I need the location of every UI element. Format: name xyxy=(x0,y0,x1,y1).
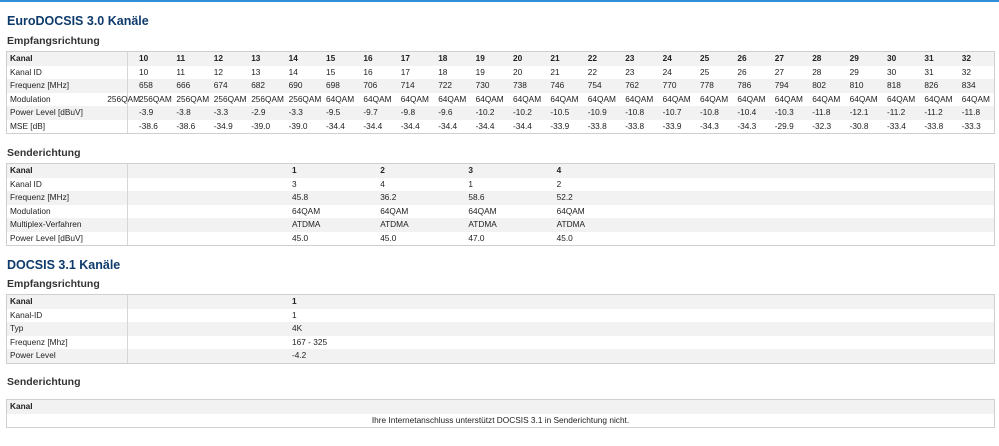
table-cell: 834 xyxy=(961,80,976,90)
row-label: Power Level [dBuV] xyxy=(10,232,83,243)
table-cell: 64QAM xyxy=(662,93,691,104)
row-label: Kanal-ID xyxy=(10,309,43,320)
column-divider xyxy=(127,349,128,363)
table-cell: 23 xyxy=(625,53,635,63)
table-cell: 52.2 xyxy=(556,192,573,202)
table-cell: -34.4 xyxy=(475,120,495,131)
table-row xyxy=(7,178,994,192)
table-cell: 3 xyxy=(468,165,474,175)
table-cell: 810 xyxy=(849,80,864,90)
table-cell: 45.8 xyxy=(292,192,309,202)
table-cell: -3.8 xyxy=(176,107,191,117)
table-cell: 24 xyxy=(662,53,672,63)
table-row xyxy=(7,205,994,219)
table-cell: 29 xyxy=(849,53,859,63)
subsection-title-upstream31: Senderichtung xyxy=(7,376,81,388)
column-divider xyxy=(127,178,128,192)
table-cell: 64QAM xyxy=(556,205,585,216)
table-cell: 4K xyxy=(292,323,303,333)
table-cell: ATDMA xyxy=(556,219,586,229)
table-cell: 47.0 xyxy=(468,232,485,243)
column-divider xyxy=(127,191,128,205)
column-divider xyxy=(127,322,128,336)
table-cell: 64QAM xyxy=(774,93,803,104)
table-row xyxy=(7,52,994,66)
table-cell: -34.4 xyxy=(513,120,532,131)
row-label: Frequenz [MHz] xyxy=(10,192,70,202)
column-divider xyxy=(127,218,128,232)
column-divider xyxy=(127,106,128,120)
table-cell: 167 - 325 xyxy=(292,336,328,347)
table-cell: 64QAM xyxy=(400,93,429,104)
table-cell: -29.9 xyxy=(774,120,794,131)
clipped-cell: 256QAM xyxy=(107,93,140,104)
table-cell: 25 xyxy=(700,66,710,77)
table-cell: -10.9 xyxy=(587,107,607,117)
table-cell: 64QAM xyxy=(468,205,497,216)
table-cell: -39.0 xyxy=(251,120,271,131)
table-cell: -34.4 xyxy=(400,120,420,131)
row-label: MSE [dB] xyxy=(10,120,46,131)
table-row xyxy=(7,295,994,309)
table-row xyxy=(7,414,994,428)
table-cell: -9.5 xyxy=(326,107,341,117)
table-cell: 19 xyxy=(475,53,485,63)
table-cell: 11 xyxy=(176,53,186,63)
upstream-channel-table-30 xyxy=(6,163,995,246)
table-row xyxy=(7,106,994,120)
table-cell: -4.2 xyxy=(292,350,307,360)
table-row xyxy=(7,336,994,350)
table-cell: 19 xyxy=(475,66,485,77)
table-cell: -3.3 xyxy=(213,107,229,117)
row-label: Modulation xyxy=(10,93,51,104)
table-cell: 802 xyxy=(812,80,827,90)
table-cell: 698 xyxy=(326,80,340,90)
row-label: Power Level xyxy=(10,350,56,360)
table-cell: 22 xyxy=(587,53,598,63)
table-cell: -3.3 xyxy=(288,107,303,117)
row-label: Frequenz [Mhz] xyxy=(10,336,68,347)
table-cell: 22 xyxy=(587,66,598,77)
column-divider xyxy=(127,205,128,219)
table-cell: 10 xyxy=(139,66,149,77)
table-cell: -38.6 xyxy=(176,120,196,131)
table-cell: 15 xyxy=(326,53,336,63)
table-cell: 10 xyxy=(139,53,149,63)
table-cell: 64QAM xyxy=(849,93,878,104)
upstream-channel-table-31 xyxy=(6,399,995,428)
table-cell: 1 xyxy=(292,296,297,306)
table-cell: 4 xyxy=(380,178,385,189)
table-cell: 1 xyxy=(468,178,474,189)
table-cell: 658 xyxy=(139,80,153,90)
table-cell: 64QAM xyxy=(513,93,542,104)
table-cell: 722 xyxy=(438,80,453,90)
row-label: Frequenz [MHz] xyxy=(10,80,70,90)
table-cell: -33.3 xyxy=(961,120,981,131)
table-cell: -33.9 xyxy=(550,120,570,131)
table-cell: 21 xyxy=(550,53,560,63)
table-cell: 11 xyxy=(176,66,186,77)
table-cell: 64QAM xyxy=(737,93,766,104)
row-label: Kanal xyxy=(10,296,33,306)
table-cell: 64QAM xyxy=(292,205,321,216)
section-title-docsis30: EuroDOCSIS 3.0 Kanäle xyxy=(7,14,149,28)
table-cell: 64QAM xyxy=(380,205,409,216)
column-divider xyxy=(127,164,128,178)
section-title-docsis31: DOCSIS 3.1 Kanäle xyxy=(7,258,121,272)
table-cell: -11.2 xyxy=(887,107,906,117)
table-cell: 64QAM xyxy=(587,93,616,104)
table-cell: 2 xyxy=(380,165,385,175)
table-cell: 730 xyxy=(475,80,490,90)
table-cell: -33.9 xyxy=(662,120,682,131)
table-cell: 31 xyxy=(924,53,934,63)
table-cell: -10.8 xyxy=(700,107,719,117)
top-accent-line xyxy=(0,0,999,2)
table-cell: 754 xyxy=(587,80,602,90)
table-cell: -33.8 xyxy=(625,120,645,131)
table-cell: 45.0 xyxy=(292,232,309,243)
table-cell: 770 xyxy=(662,80,677,90)
table-cell: 28 xyxy=(812,53,822,63)
table-row xyxy=(7,400,994,414)
row-label: Kanal xyxy=(10,165,33,175)
table-cell: 21 xyxy=(550,66,560,77)
table-cell: 64QAM xyxy=(363,93,392,104)
table-cell: 17 xyxy=(400,53,411,63)
table-cell: 18 xyxy=(438,53,448,63)
table-cell: -34.9 xyxy=(213,120,233,131)
table-cell: -11.2 xyxy=(924,107,943,117)
table-row xyxy=(7,191,994,205)
table-cell: -34.3 xyxy=(737,120,757,131)
subsection-title-downstream30: Empfangsrichtung xyxy=(7,35,100,47)
table-cell: 26 xyxy=(737,53,747,63)
table-cell: 786 xyxy=(737,80,752,90)
table-cell: 12 xyxy=(213,66,224,77)
table-cell: 27 xyxy=(774,66,785,77)
row-label: Kanal ID xyxy=(10,178,42,189)
table-cell: 18 xyxy=(438,66,448,77)
table-cell: -10.4 xyxy=(737,107,757,117)
table-cell: -39.0 xyxy=(288,120,308,131)
table-cell: 64QAM xyxy=(475,93,504,104)
table-cell: ATDMA xyxy=(468,219,497,229)
table-cell: -10.2 xyxy=(513,107,532,117)
table-cell: 23 xyxy=(625,66,635,77)
table-cell: -11.8 xyxy=(812,107,831,117)
table-cell: -34.3 xyxy=(700,120,719,131)
table-cell: 20 xyxy=(513,66,523,77)
table-cell: 64QAM xyxy=(887,93,916,104)
table-cell: 26 xyxy=(737,66,747,77)
table-cell: 3 xyxy=(292,178,297,189)
table-cell: 2 xyxy=(556,178,562,189)
table-cell: 714 xyxy=(400,80,415,90)
table-cell: -9.8 xyxy=(400,107,416,117)
table-row xyxy=(7,66,994,80)
table-cell: 256QAM xyxy=(251,93,284,104)
table-cell: 32 xyxy=(961,53,972,63)
table-row xyxy=(7,120,994,134)
table-cell: 794 xyxy=(774,80,789,90)
table-cell: 706 xyxy=(363,80,378,90)
table-cell: 17 xyxy=(400,66,411,77)
table-cell: -10.5 xyxy=(550,107,570,117)
table-cell: -38.6 xyxy=(139,120,158,131)
table-cell: 36.2 xyxy=(380,192,397,202)
column-divider xyxy=(127,79,128,93)
table-cell: 45.0 xyxy=(380,232,397,243)
table-cell: 256QAM xyxy=(288,93,322,104)
table-row xyxy=(7,164,994,178)
table-cell: 16 xyxy=(363,53,373,63)
downstream-channel-table-31 xyxy=(6,294,995,364)
table-cell: -32.3 xyxy=(812,120,832,131)
table-cell: 256QAM xyxy=(139,93,172,104)
table-cell: 45.0 xyxy=(556,232,573,243)
table-cell: -33.8 xyxy=(587,120,607,131)
table-cell: 762 xyxy=(625,80,640,90)
table-cell: -34.4 xyxy=(438,120,458,131)
table-cell: ATDMA xyxy=(380,219,409,229)
table-cell: 30 xyxy=(887,66,897,77)
subsection-title-downstream31: Empfangsrichtung xyxy=(7,278,100,290)
table-cell: 64QAM xyxy=(326,93,355,104)
table-cell: 25 xyxy=(700,53,710,63)
table-cell: -12.1 xyxy=(849,107,869,117)
table-cell: 746 xyxy=(550,80,565,90)
subsection-title-upstream30: Senderichtung xyxy=(7,147,81,159)
table-row xyxy=(7,79,994,93)
table-cell: -10.7 xyxy=(662,107,682,117)
row-label: Modulation xyxy=(10,205,51,216)
table-cell: -34.4 xyxy=(326,120,345,131)
downstream-channel-table-30 xyxy=(6,51,995,134)
table-cell: 690 xyxy=(288,80,303,90)
table-cell: 738 xyxy=(513,80,527,90)
table-cell: ATDMA xyxy=(292,219,321,229)
table-cell: 15 xyxy=(326,66,336,77)
table-cell: 24 xyxy=(662,66,672,77)
table-cell: 778 xyxy=(700,80,714,90)
table-cell: 16 xyxy=(363,66,373,77)
row-label: Kanal xyxy=(10,401,33,411)
table-cell: 64QAM xyxy=(625,93,654,104)
column-divider xyxy=(127,309,128,323)
table-cell: -2.9 xyxy=(251,107,266,117)
table-cell: 64QAM xyxy=(550,93,579,104)
table-row xyxy=(7,218,994,232)
table-cell: -11.8 xyxy=(961,107,981,117)
table-cell: 31 xyxy=(924,66,934,77)
column-divider xyxy=(127,66,128,80)
table-cell: 826 xyxy=(924,80,939,90)
table-cell: 32 xyxy=(961,66,972,77)
table-cell: -34.4 xyxy=(363,120,383,131)
table-cell: 14 xyxy=(288,53,298,63)
table-row xyxy=(7,309,994,323)
table-cell: 58.6 xyxy=(468,192,485,202)
table-cell: 28 xyxy=(812,66,822,77)
table-cell: -33.4 xyxy=(887,120,906,131)
table-cell: 256QAM xyxy=(213,93,247,104)
table-cell: 30 xyxy=(887,53,897,63)
row-label: Kanal xyxy=(10,53,33,63)
row-label: Typ xyxy=(10,323,24,333)
table-cell: -10.3 xyxy=(774,107,794,117)
table-cell: 20 xyxy=(513,53,523,63)
table-cell: 12 xyxy=(213,53,224,63)
column-divider xyxy=(127,120,128,134)
table-cell: -3.9 xyxy=(139,107,154,117)
table-cell: -9.6 xyxy=(438,107,453,117)
table-cell: 13 xyxy=(251,53,261,63)
table-row xyxy=(7,349,994,363)
column-divider xyxy=(127,295,128,309)
table-cell: 666 xyxy=(176,80,191,90)
row-label: Multiplex-Verfahren xyxy=(10,219,82,229)
table-cell: 64QAM xyxy=(438,93,467,104)
table-row xyxy=(7,322,994,336)
table-cell: -10.8 xyxy=(625,107,645,117)
table-row xyxy=(7,93,994,107)
row-label: Kanal ID xyxy=(10,66,42,77)
table-cell: 29 xyxy=(849,66,859,77)
table-cell: 674 xyxy=(213,80,228,90)
table-cell: 64QAM xyxy=(961,93,990,104)
row-label: Power Level [dBuV] xyxy=(10,107,83,117)
table-cell: 4 xyxy=(556,165,562,175)
table-cell: 256QAM xyxy=(176,93,210,104)
column-divider xyxy=(127,52,128,66)
unsupported-message: Ihre Internetanschluss unterstützt DOCSIS 3.1 in Senderichtung nicht. xyxy=(371,414,630,425)
table-cell: -30.8 xyxy=(849,120,869,131)
table-cell: 14 xyxy=(288,66,298,77)
table-cell: 1 xyxy=(292,309,297,320)
table-cell: 818 xyxy=(887,80,901,90)
table-cell: 682 xyxy=(251,80,266,90)
column-divider xyxy=(127,232,128,246)
table-cell: 64QAM xyxy=(924,93,953,104)
table-cell: 64QAM xyxy=(700,93,729,104)
table-row xyxy=(7,232,994,246)
table-cell: 27 xyxy=(774,53,785,63)
table-cell: 1 xyxy=(292,165,297,175)
table-cell: 64QAM xyxy=(812,93,841,104)
column-divider xyxy=(127,336,128,350)
table-cell: 13 xyxy=(251,66,261,77)
table-cell: -9.7 xyxy=(363,107,378,117)
table-cell: -33.8 xyxy=(924,120,944,131)
table-cell: -10.2 xyxy=(475,107,495,117)
